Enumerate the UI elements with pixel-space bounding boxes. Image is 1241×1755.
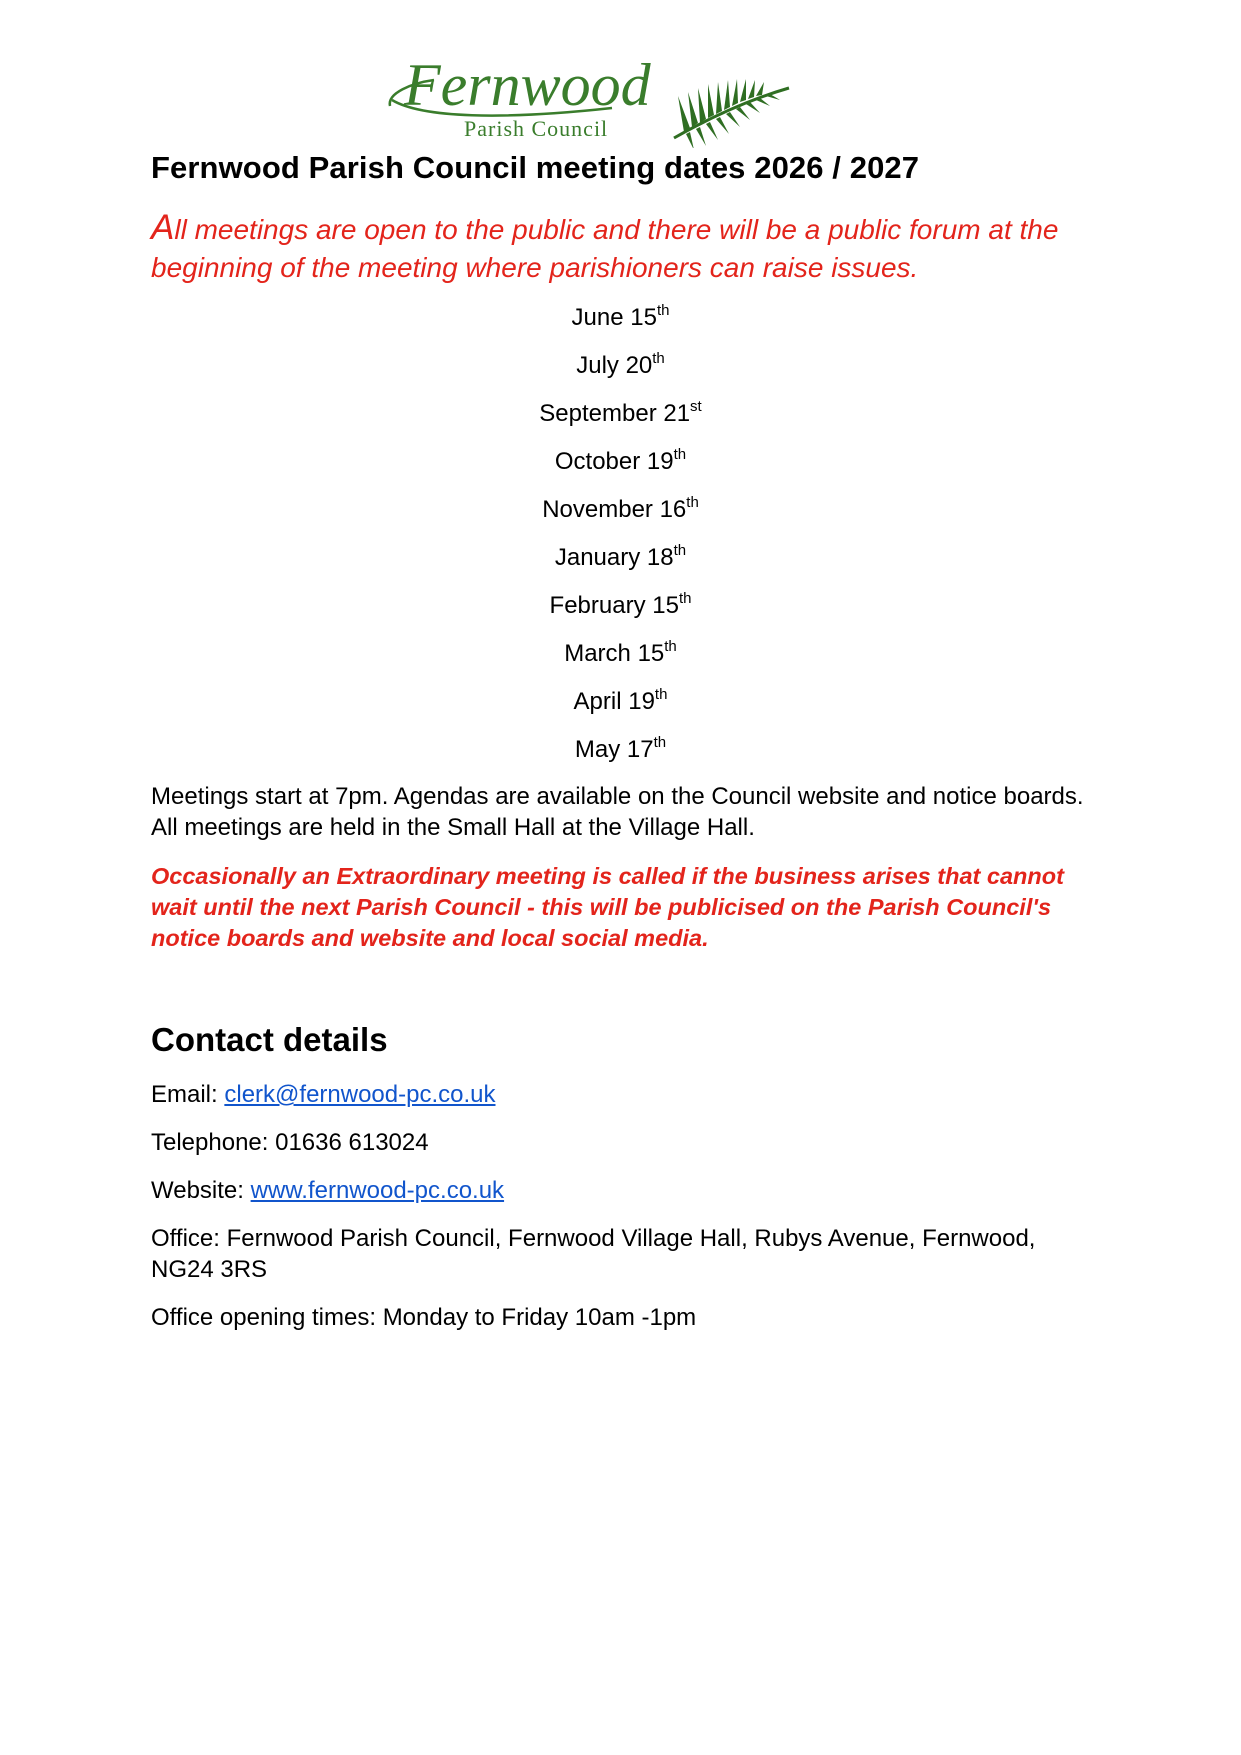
meeting-dates-list: [0, 298, 1241, 778]
website-link[interactable]: www.fernwood-pc.co.uk: [250, 1177, 505, 1204]
page-title: Fernwood Parish Council meeting dates 2026 / 2027: [151, 150, 920, 185]
contact-heading: Contact details: [151, 1021, 388, 1058]
logo-graphic: [382, 58, 802, 148]
meeting-date: April 19th: [573, 686, 668, 715]
meeting-date: July 20th: [576, 350, 665, 379]
email-line: [151, 1079, 1101, 1110]
meeting-date: January 18th: [554, 542, 687, 571]
hours-label: Office opening times:: [151, 1304, 383, 1331]
meeting-date: June 15th: [571, 302, 670, 331]
meeting-date: May 17th: [574, 734, 667, 763]
phone-number: 01636 613024: [275, 1129, 429, 1156]
phone-label: Telephone:: [151, 1129, 276, 1156]
office-hours-line: [151, 1302, 1101, 1333]
office-label: Office:: [151, 1225, 227, 1252]
meeting-date: March 15th: [564, 638, 677, 667]
office-hours: Monday to Friday 10am -1pm: [382, 1304, 697, 1331]
intro-text: ll meetings are open to the public and there will be a public forum at the beginning of the meeting where parishioners can raise issues.: [151, 214, 1059, 283]
website-line: [151, 1175, 1101, 1206]
meeting-date: February 15th: [549, 590, 692, 619]
meeting-date: September 21st: [539, 398, 702, 427]
council-logo: [382, 58, 802, 148]
logo-name: Fernwood: [404, 58, 651, 118]
public-forum-notice: [151, 209, 1091, 287]
office-address-line: [151, 1223, 1101, 1285]
meeting-date: November 16th: [542, 494, 699, 523]
phone-line: [151, 1127, 1101, 1158]
office-address: Fernwood Parish Council, Fernwood Village Hall, Rubys Avenue, Fernwood, NG24 3RS: [151, 1225, 1036, 1283]
extraordinary-meeting-notice: Occasionally an Extraordinary meeting is called if the business arises that cannot wait until the next Parish Council - this will be publicised on the Parish Council's notice boards and website and local social media.: [151, 863, 1064, 951]
fern-leaf-icon: [674, 79, 789, 148]
email-link[interactable]: clerk@fernwood-pc.co.uk: [224, 1081, 496, 1108]
logo-subtitle: Parish Council: [464, 116, 609, 141]
intro-drop-letter: A: [151, 208, 175, 247]
meeting-date: October 19th: [554, 446, 687, 475]
meeting-info-paragraph: Meetings start at 7pm. Agendas are available on the Council website and notice boards. All meetings are held in the Small Hall at the Village Hall.: [151, 783, 1084, 841]
website-label: Website:: [151, 1177, 251, 1204]
email-label: Email:: [151, 1081, 225, 1108]
